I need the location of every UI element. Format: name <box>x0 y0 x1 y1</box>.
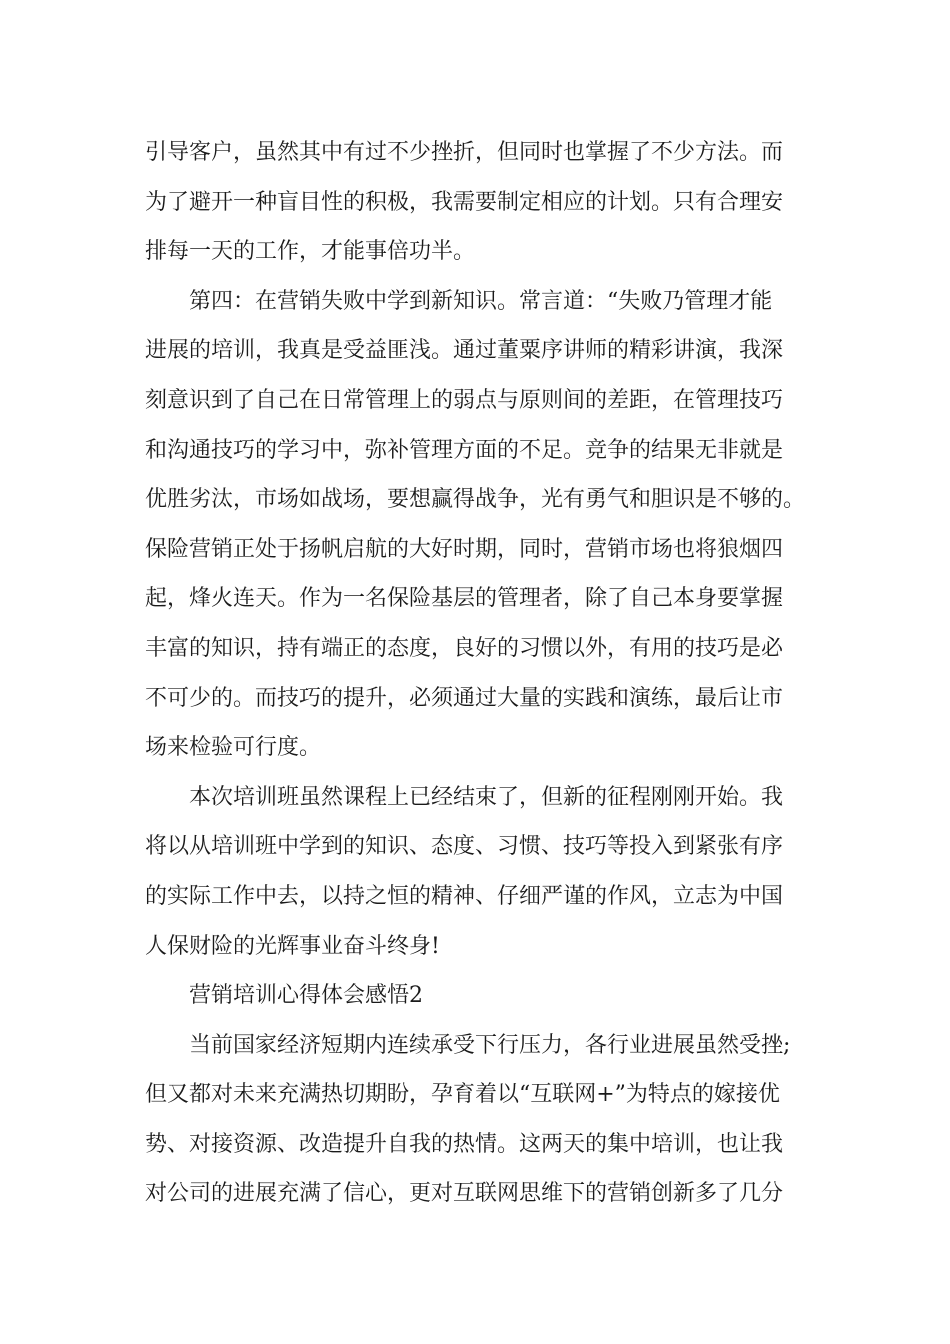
text-line: 优胜劣汰，市场如战场，要想赢得战争，光有勇气和胆识是不够的。 <box>145 487 806 513</box>
text-line: 本次培训班虽然课程上已经结束了，但新的征程刚刚开始。我 <box>189 784 784 810</box>
text-line: 场来检验可行度。 <box>145 735 322 761</box>
document-body <box>145 128 815 1219</box>
text-line: 引导客户，虽然其中有过不少挫折，但同时也掌握了不少方法。而 <box>145 140 784 165</box>
text-line: 不可少的。而技巧的提升，必须通过大量的实践和演练，最后让市 <box>145 685 784 711</box>
text-line: 势、对接资源、改造提升自我的热情。这两天的集中培训，也让我 <box>145 1131 784 1157</box>
text-line: 营销培训心得体会感悟2 <box>189 983 423 1009</box>
text-line: 丰富的知识，持有端正的态度，良好的习惯以外，有用的技巧是必 <box>145 635 784 661</box>
text-line: 将以从培训班中学到的知识、态度、习惯、技巧等投入到紧张有序 <box>145 834 784 860</box>
text-line: 人保财险的光辉事业奋斗终身! <box>145 933 440 959</box>
text-line: 和沟通技巧的学习中，弥补管理方面的不足。竞争的结果无非就是 <box>145 437 784 463</box>
text-line: 当前国家经济短期内连续承受下行压力，各行业进展虽然受挫; <box>189 1032 791 1058</box>
text-line: 但又都对未来充满热切期盼，孕育着以“互联网+”为特点的嫁接优 <box>145 1082 780 1108</box>
text-line: 排每一天的工作，才能事倍功半。 <box>145 239 476 265</box>
text-line: 的实际工作中去，以持之恒的精神、仔细严谨的作风，立志为中国 <box>145 883 784 909</box>
text-line: 进展的培训，我真是受益匪浅。通过董粟序讲师的精彩讲演，我深 <box>145 338 784 364</box>
text-line: 保险营销正处于扬帆启航的大好时期，同时，营销市场也将狼烟四 <box>145 536 784 562</box>
text-line: 为了避开一种盲目性的积极，我需要制定相应的计划。只有合理安 <box>145 189 784 215</box>
text-line: 第四：在营销失败中学到新知识。常言道：“失败乃管理才能 <box>189 288 773 314</box>
text-line: 起，烽火连天。作为一名保险基层的管理者，除了自己本身要掌握 <box>145 586 784 612</box>
text-line: 刻意识到了自己在日常管理上的弱点与原则间的差距，在管理技巧 <box>145 387 784 413</box>
text-line: 对公司的进展充满了信心，更对互联网思维下的营销创新多了几分 <box>145 1181 784 1207</box>
